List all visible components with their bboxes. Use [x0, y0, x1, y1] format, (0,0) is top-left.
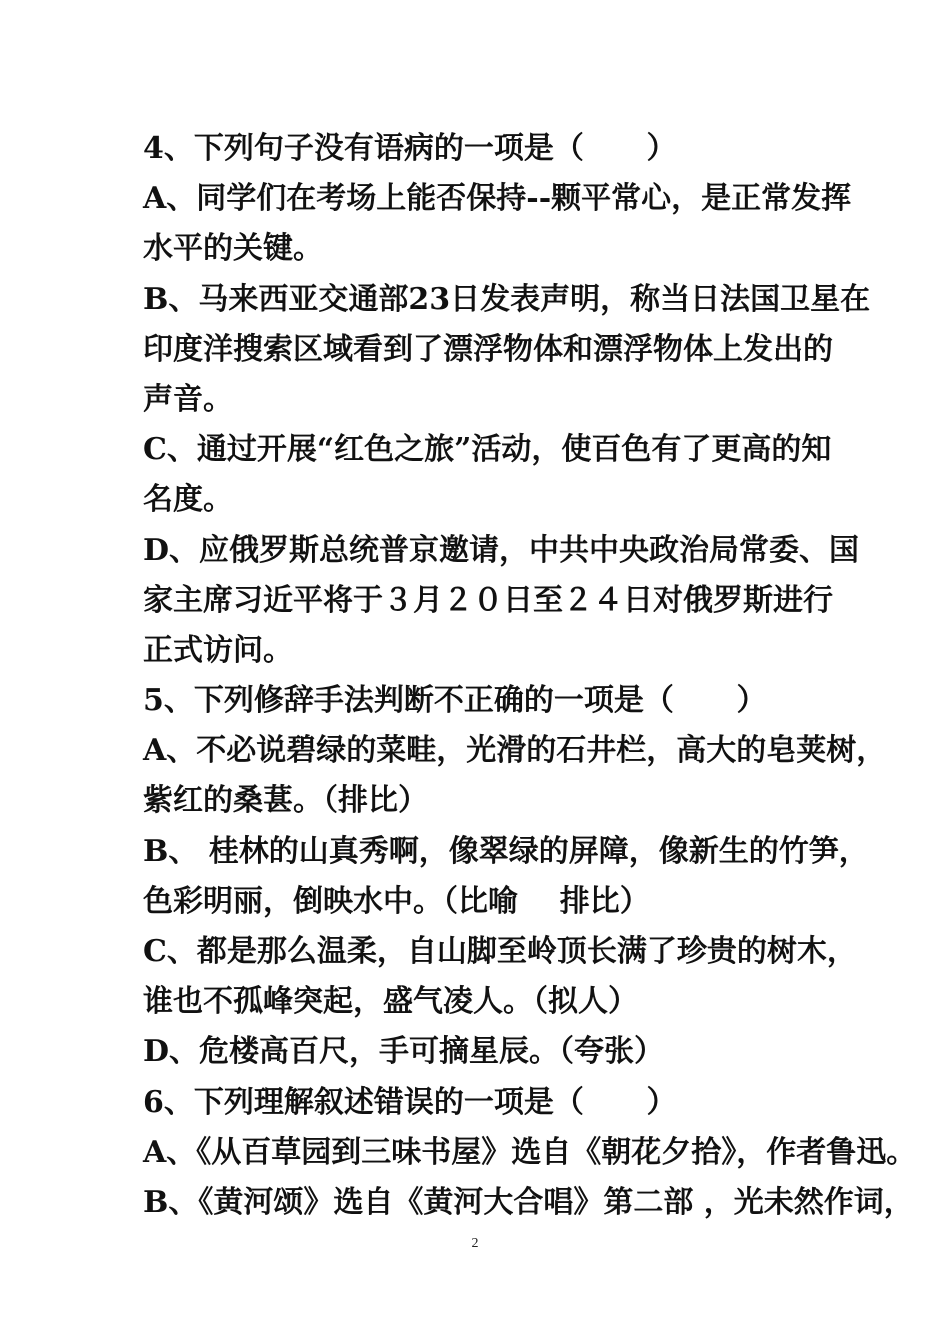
question-4-option-c-cont: 名度。 [143, 482, 233, 518]
question-5-option-c-cont: 谁也不孤峰突起，盛气凌人。（拟人） [143, 984, 638, 1020]
question-4-stem: 4、下列句子没有语病的一项是（ ） [143, 131, 677, 166]
question-4-option-c: C、通过开展“红色之旅”活动，使百色有了更高的知 [143, 432, 832, 468]
question-text-block [143, 124, 917, 1228]
question-6-option-a: A、《从百草园到三味书屋》选自《朝花夕拾》，作者鲁迅。 [143, 1134, 917, 1170]
question-4-option-d: D、应俄罗斯总统普京邀请，中共中央政治局常委、国 [143, 532, 860, 568]
question-5-option-b: B、 桂林的山真秀啊，像翠绿的屏障，像新生的竹笋， [143, 833, 869, 869]
question-4-option-b: B、马来西亚交通部23日发表声明，称当日法国卫星在 [143, 281, 871, 317]
question-5-option-a-cont: 紫红的桑葚。（排比） [143, 783, 428, 819]
question-5-option-b-cont: 色彩明丽，倒映水中。（比喻 排比） [143, 883, 650, 919]
question-5-option-c: C、都是那么温柔，自山脚至岭顶长满了珍贵的树木， [143, 934, 857, 969]
question-5-option-d: D、危楼高百尺，手可摘星辰。（夸张） [143, 1034, 665, 1070]
question-4-option-b-cont-1: 印度洋搜索区域看到了漂浮物体和漂浮物体上发出的 [143, 331, 833, 367]
page-number: 2 [471, 1236, 479, 1251]
question-4-option-a-cont: 水平的关键。 [143, 231, 323, 267]
question-4-option-a: A、同学们在考场上能否保持--颗平常心，是正常发挥 [143, 181, 852, 217]
question-4-option-d-cont-2: 正式访问。 [143, 632, 293, 668]
question-6-option-b: B、《黄河颂》选自《黄河大合唱》第二部 ，光未然作词， [143, 1184, 914, 1220]
question-4-option-b-cont-2: 声音。 [143, 381, 233, 417]
question-5-stem: 5、下列修辞手法判断不正确的一项是（ ） [143, 683, 767, 719]
question-4-option-d-cont-1: 家主席习近平将于３月２０日至２４日对俄罗斯进行 [143, 582, 833, 618]
question-5-option-a: A、不必说碧绿的菜畦，光滑的石井栏，高大的皂荚树， [143, 733, 887, 769]
question-6-stem: 6、下列理解叙述错误的一项是（ ） [143, 1084, 677, 1120]
